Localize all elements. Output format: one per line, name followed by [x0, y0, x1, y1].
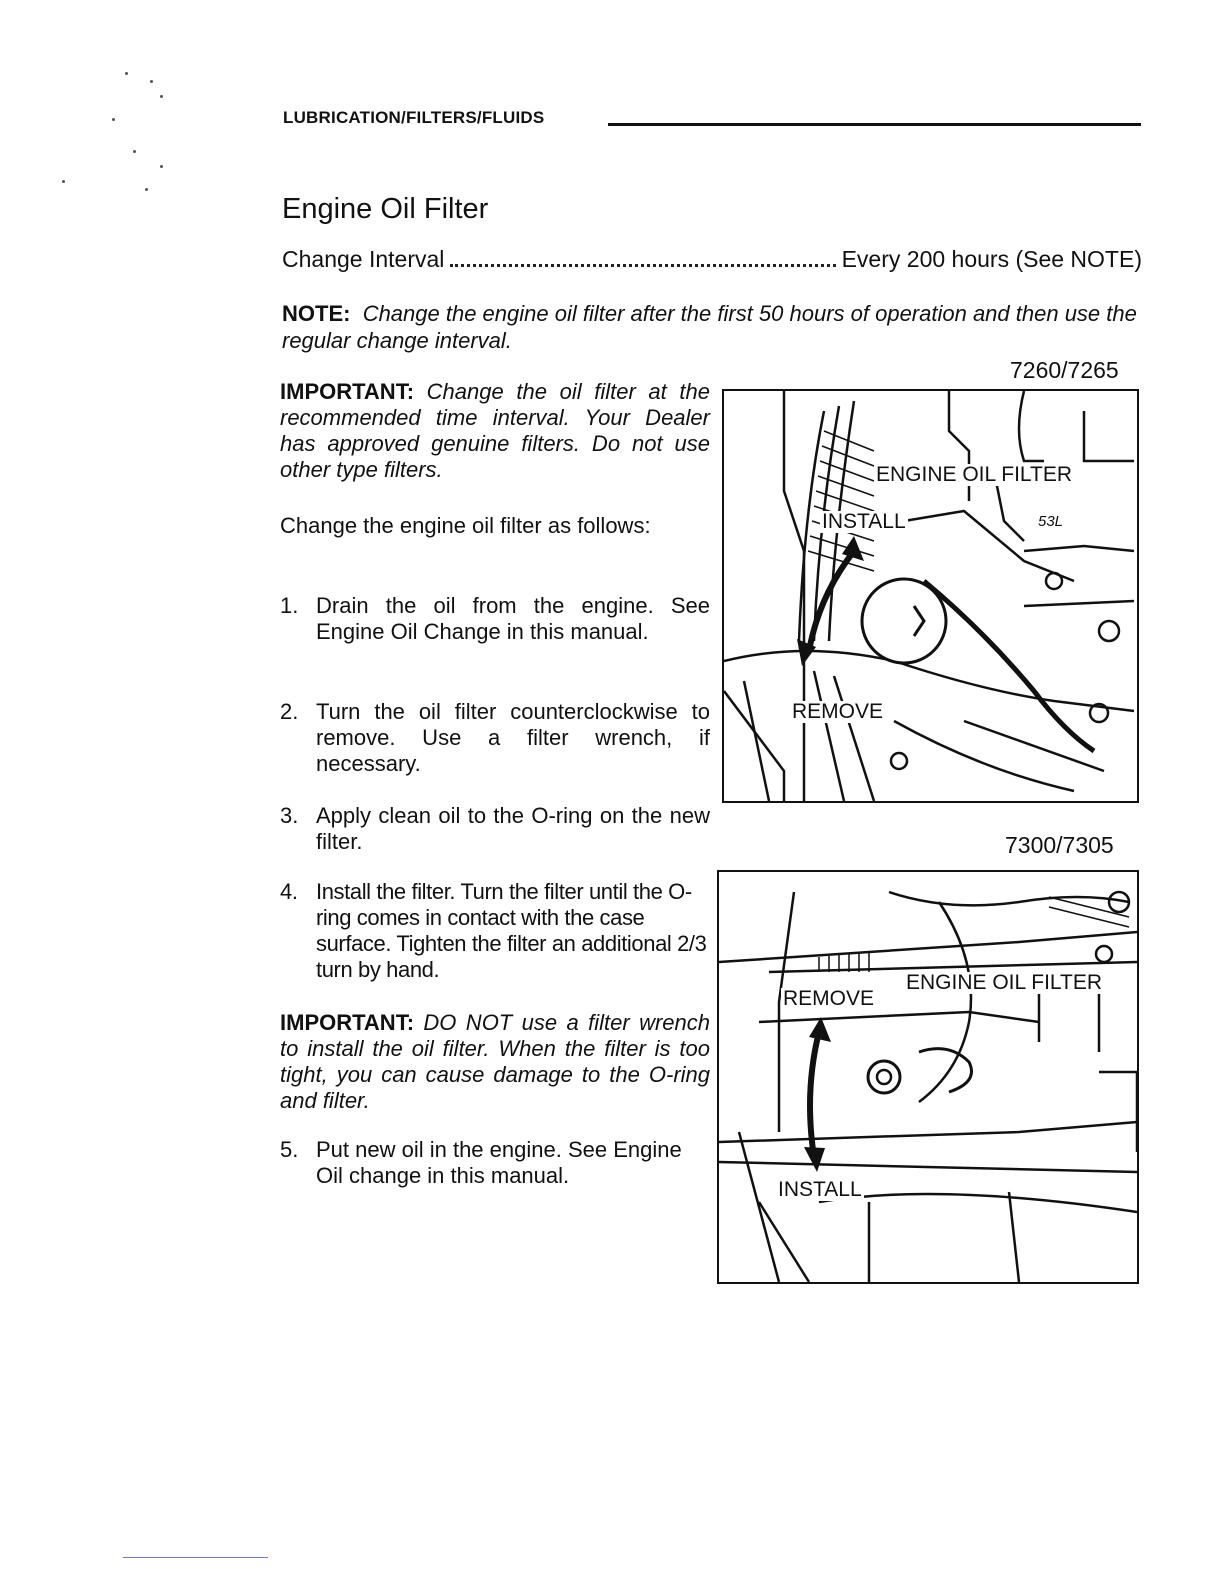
step-text: Drain the oil from the engine. See Engine Oil Change in this manual.	[316, 593, 710, 644]
step-number: 3.	[280, 803, 299, 828]
step-number: 1.	[280, 593, 299, 618]
important-label-2: IMPORTANT:	[280, 1010, 415, 1035]
step-number: 4.	[280, 879, 298, 904]
important-label-1: IMPORTANT:	[280, 379, 415, 404]
footer-rule	[123, 1557, 268, 1558]
step-text: Put new oil in the engine. See Engine Oil change in this manual.	[316, 1137, 682, 1188]
engine-oil-filter-callout: ENGINE OIL FILTER	[906, 971, 1103, 994]
figure-2-model: 7300/7305	[1005, 832, 1114, 858]
remove-callout: REMOVE	[792, 700, 884, 723]
change-interval-label: Change Interval	[282, 246, 445, 272]
section-header: LUBRICATION/FILTERS/FLUIDS	[283, 108, 545, 127]
part-mark: 53L	[1036, 511, 1065, 533]
remove-callout: REMOVE	[783, 987, 875, 1010]
step-2	[280, 699, 710, 777]
install-callout: INSTALL	[778, 1178, 862, 1201]
scan-specks	[0, 0, 200, 230]
engine-oil-filter-callout: ENGINE OIL FILTER	[876, 463, 1073, 486]
important-block-1	[280, 379, 710, 483]
step-text: Install the filter. Turn the filter until the O-ring comes in contact with the case surface. Tighten the filter an additional 2/3 turn by hand.	[316, 879, 707, 982]
note-text: Change the engine oil filter after the first 50 hours of operation and then use the regular change interval.	[282, 301, 1137, 353]
figure-1-model: 7260/7265	[1010, 357, 1119, 383]
step-4	[280, 879, 710, 983]
important-text-2: DO NOT use a filter wrench to install the oil filter. When the filter is too tight, you can cause damage to the O-ring and filter.	[280, 1010, 710, 1113]
note-block	[282, 300, 1142, 354]
procedure-intro: Change the engine oil filter as follows:	[280, 513, 651, 538]
step-5	[280, 1137, 710, 1189]
install-callout: INSTALL	[822, 510, 906, 533]
step-3	[280, 803, 710, 855]
important-block-2	[280, 1010, 710, 1114]
step-text: Apply clean oil to the O-ring on the new filter.	[316, 803, 710, 854]
dot-leader	[450, 264, 835, 267]
figure-1-illustration	[722, 389, 1139, 803]
header-rule	[608, 123, 1141, 126]
step-number: 5.	[280, 1137, 299, 1162]
change-interval-row	[282, 246, 1142, 273]
page-title: Engine Oil Filter	[282, 193, 489, 225]
step-1	[280, 593, 710, 645]
step-number: 2.	[280, 699, 299, 724]
change-interval-value: Every 200 hours (See NOTE)	[841, 246, 1142, 272]
important-text-1: Change the oil filter at the recommended time interval. Your Dealer has approved genuine filters. Do not use other type filters.	[280, 379, 710, 482]
figure-1-drawing	[724, 391, 1137, 801]
step-text: Turn the oil filter counterclockwise to remove. Use a filter wrench, if necessary.	[316, 699, 710, 776]
figure-2-illustration	[717, 870, 1139, 1284]
figure-2-drawing	[719, 872, 1137, 1282]
note-label: NOTE:	[282, 301, 351, 326]
